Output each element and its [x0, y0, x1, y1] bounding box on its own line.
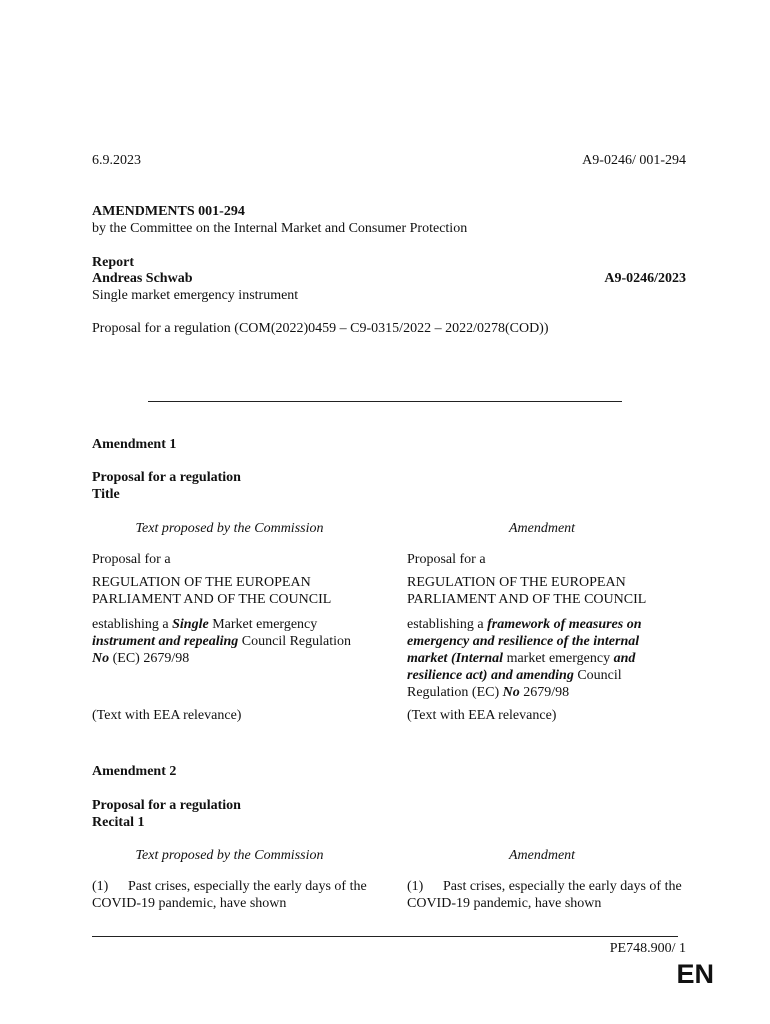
- section-divider: [148, 401, 622, 402]
- a1-right-seg-f: No: [502, 685, 520, 700]
- a1-left-regulation-title: [92, 574, 367, 608]
- footer-rule: [92, 936, 678, 937]
- a1-right-seg-c: market emergency: [503, 651, 614, 666]
- amendment-2-amendment-header: Amendment: [508, 848, 576, 863]
- report-subject: Single market emergency instrument: [92, 288, 299, 303]
- amendment-2-target-part: Recital 1: [92, 815, 145, 830]
- a2-left-recital-text: Past crises, especially the early days of the COVID-19 pandemic, have shown: [92, 879, 367, 911]
- amendment-1-commission-header: Text proposed by the Commission: [135, 521, 324, 536]
- a1-right-seg-d: and resilience act) and amending: [407, 651, 636, 683]
- a1-right-seg-e: Council Regulation (EC): [407, 668, 622, 700]
- a1-left-seg-f: No: [92, 651, 110, 666]
- rapporteur-name: Andreas Schwab: [92, 271, 193, 286]
- amendment-1-target: Proposal for a regulation: [92, 470, 241, 485]
- amendment-2-title: Amendment 2: [92, 764, 177, 779]
- a2-right-recital-text: Past crises, especially the early days of the COVID-19 pandemic, have shown: [407, 879, 682, 911]
- footer-document-code: PE748.900/ 1: [609, 941, 686, 956]
- a1-right-seg-g: 2679/98: [519, 685, 570, 700]
- document-reference: A9-0246/ 001-294: [582, 153, 686, 168]
- a1-left-reg-line1: REGULATION OF THE EUROPEAN: [92, 575, 311, 590]
- amendments-title: AMENDMENTS 001-294: [92, 204, 245, 219]
- a1-left-p1: Proposal for a: [92, 552, 171, 567]
- a1-left-eea: (Text with EEA relevance): [92, 708, 242, 723]
- a2-right-recital: [407, 878, 682, 912]
- a1-right-establishing: [407, 616, 682, 701]
- a1-right-p1: Proposal for a: [407, 552, 486, 567]
- a1-right-eea: (Text with EEA relevance): [407, 708, 557, 723]
- amendment-1-title: Amendment 1: [92, 437, 177, 452]
- a1-left-reg-line2: PARLIAMENT AND OF THE COUNCIL: [92, 592, 332, 607]
- a1-right-reg-line2: PARLIAMENT AND OF THE COUNCIL: [407, 592, 647, 607]
- a2-left-recital-number: (1): [92, 879, 109, 894]
- a1-right-reg-line1: REGULATION OF THE EUROPEAN: [407, 575, 626, 590]
- a1-right-regulation-title: [407, 574, 682, 608]
- a1-left-seg-e: Council Regulation: [238, 634, 352, 649]
- a1-left-seg-a: establishing a: [92, 617, 173, 632]
- amendment-2-target: Proposal for a regulation: [92, 798, 241, 813]
- amendment-1-amendment-header: Amendment: [508, 521, 576, 536]
- proposal-reference: Proposal for a regulation (COM(2022)0459 – C9-0315/2022 – 2022/0278(COD)): [92, 321, 549, 336]
- amendment-2-commission-header: Text proposed by the Commission: [135, 848, 324, 863]
- a1-left-seg-g: (EC) 2679/98: [109, 651, 190, 666]
- a1-right-seg-a: establishing a: [407, 617, 488, 632]
- a2-right-recital-number: (1): [407, 879, 424, 894]
- committee-line: by the Committee on the Internal Market and Consumer Protection: [92, 221, 468, 236]
- a2-left-recital: [92, 878, 367, 912]
- amendment-1-target-part: Title: [92, 487, 120, 502]
- language-code: EN: [676, 959, 714, 989]
- a1-left-establishing: [92, 616, 367, 667]
- a1-left-seg-c: Market emergency: [208, 617, 318, 632]
- document-date: 6.9.2023: [92, 153, 141, 168]
- report-doc-number: A9-0246/2023: [604, 271, 686, 286]
- a1-right-seg-b: framework of measures on emergency and resilience of the internal market (Internal: [407, 617, 642, 666]
- a1-left-seg-d: instrument and repealing: [92, 634, 239, 649]
- a1-left-seg-b: Single: [172, 617, 209, 632]
- report-label: Report: [92, 255, 134, 270]
